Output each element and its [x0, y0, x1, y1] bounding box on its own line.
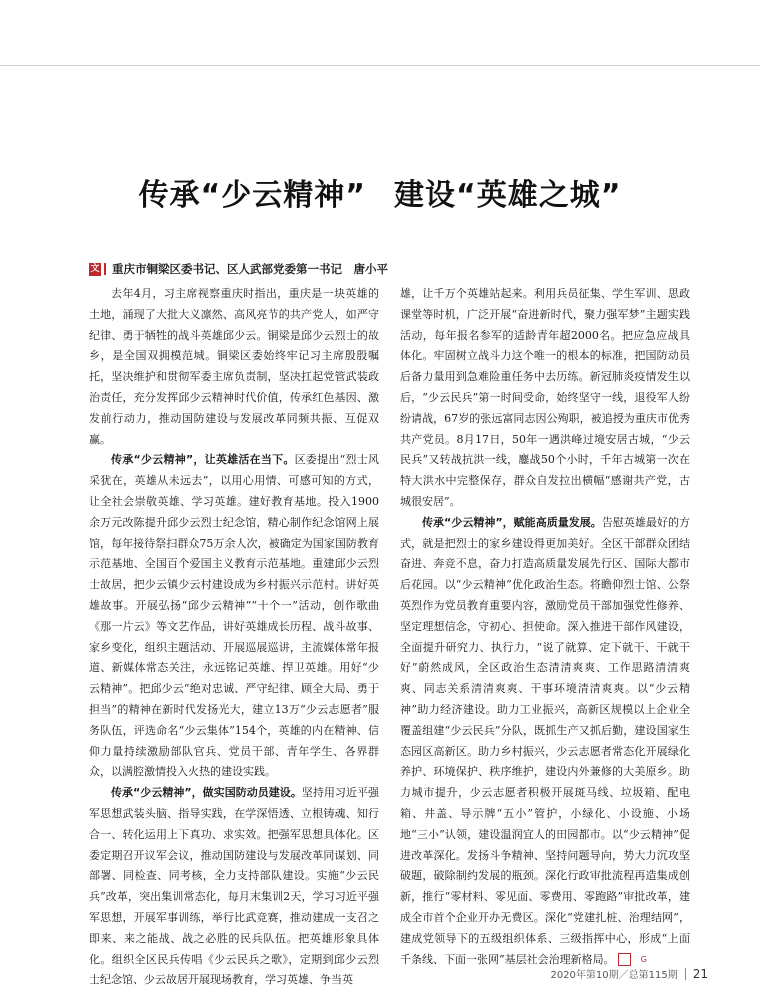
header-rule — [0, 65, 760, 66]
byline-tag: 文 — [90, 263, 100, 274]
left-column — [89, 284, 379, 991]
paragraph-body: 坚持用习近平强军思想武装头脑、指导实践，在学深悟透、立根铸魂、知行合一、转化运用上下真功、求实效。把强军思想具体化。区委定期召开议军会议，推动国防建设与发展改革同谋划、同部署、同检查、同考核，全力支持部队建设。实施“少云民兵”改革，突出集训常态化，每月末集训2天，学习习近平强军思想，开展军事训练，举行比武竞赛，推动建成一支召之即来、来之能战、战之必胜的民兵队伍。把英雄形象具体化。组织全区民兵传唱《少云民兵之歌》，定期到邱少云烈士纪念馆、少云故居开展现场教育，学习英雄、争当英 — [89, 786, 379, 987]
title-part-1: 传承“少云精神” — [138, 178, 366, 213]
issue-info: 2020年第10期／总第115期 — [550, 970, 678, 981]
paragraph-body: 区委提出“烈士风采犹在，英雄从未远去”，以用心用情、可感可知的方式，让全社会崇敬英雄、学习英雄。建好教育基地。投入1900余万元改陈提升邱少云烈士纪念馆，精心制作纪念馆网上展馆，每年接待祭扫群众75万余人次，被确定为国家国防教育示范基地、全国百个爱国主义教育示范基地。重建邱少云烈士故居，把少云镇少云村建设成为乡村振兴示范村。讲好英雄故事。开展弘扬“邱少云精神”“十个一”活动，创作歌曲《那一片云》等文艺作品，讲好英雄成长历程、战斗故事、家乡变化，组织主题活动、开展巡展巡讲，主流媒体常年报道、新媒体常态关注，永远铭记英雄、捍卫英雄。用好“少云精神”。把邱少云“绝对忠诚、严守纪律、顾全大局、勇于担当”的精神在新时代发扬光大，建立13万“少云志愿者”服务队伍，评选命名“少云集体”154个，英雄的内在精神、信仰力量持续激励部队官兵、党员干部、青年学生、各界群众，以满腔激情投入火热的建设实践。 — [89, 453, 380, 779]
article-title — [0, 170, 760, 214]
paragraph — [400, 513, 690, 971]
title-part-2: 建设“英雄之城” — [394, 178, 622, 213]
section-lead: 传承“少云精神”，做实国防动员建设。 — [111, 786, 302, 800]
page-number: 21 — [692, 966, 708, 981]
section-lead: 传承“少云精神”，让英雄活在当下。 — [111, 453, 295, 467]
end-mark-icon: G — [618, 953, 631, 966]
paragraph — [89, 783, 379, 991]
section-lead: 传承“少云精神”，赋能高质量发展。 — [422, 515, 602, 529]
paragraph-body: 告慰英雄最好的方式，就是把烈士的家乡建设得更加美好。全区干部群众团结奋进、奔竞不息，奋力打造高质量发展先行区、国际大都市后花园。以“少云精神”优化政治生态。将瞻仰烈士馆、公祭英烈作为党员教育重要内容，激励党员干部加强党性修养、坚定理想信念，守初心、担使命。深入推进干部作风建设，全面提升研究力、执行力，“说了就算、定下就干、干就干好”蔚然成风，全区政治生态清清爽爽、工作思路清清爽爽、同志关系清清爽爽、干事环境清清爽爽。以“少云精神”助力经济建设。助力工业振兴，高新区规模以上企业全覆盖组建“少云民兵”分队，既抓生产又抓后勤，建设国家生态园区高新区。助力乡村振兴，少云志愿者常态化开展绿化养护、环境保护、秩序维护，建设内外兼修的大美原乡。助力城市提升，少云志愿者积极开展斑马线、垃圾箱、配电箱、井盖、导示牌“五小”管护，小绿化、小设施、小场地“三小”认领，建设温润宜人的田园都市。以“少云精神”促进改革深化。发扬斗争精神、坚持问题导向，势大力沉攻坚破题，破除制约发展的瓶颈。深化行政审批流程再造集成创新，推行“零材料、零见面、零费用、零跑路”审批改革，建成全市首个企业开办无费区。深化“党建扎桩、治理结网”，建成党领导下的五级组织体系、三级指挥中心，形成“上面千条线、下面一张网”基层社会治理新格局。 — [400, 515, 690, 966]
right-column — [400, 284, 690, 970]
paragraph: 去年4月，习主席视察重庆时指出，重庆是一块英雄的土地，涌现了大批大义凛然、高风亮节的共产党人，如严守纪律、勇于牺牲的战斗英雄邱少云。铜梁是邱少云烈士的故乡，是全国双拥模范城。铜梁区委始终牢记习主席殷殷嘱托，坚决维护和贯彻军委主席负责制，坚决扛起党管武装政治责任，充分发挥邱少云精神时代价值，传承红色基因、激发前行动力，推动国防建设与发展改革同频共振、互促双赢。 — [89, 287, 379, 446]
paragraph — [89, 450, 379, 783]
byline-text: 重庆市铜梁区委书记、区人武部党委第一书记 唐小平 — [112, 262, 388, 276]
page-footer — [550, 966, 708, 981]
paragraph: 雄，让千万个英雄站起来。利用兵员征集、学生军训、思政课堂等时机，广泛开展“奋进新时代，聚力强军梦”主题实践活动，每年报名参军的适龄青年超2000名。把应急应战具体化。牢固树立战斗力这个唯一的根本的标准，把国防动员后备力量用到急难险重任务中去历练。新冠肺炎疫情发生以后，“少云民兵”第一时间受命，始终坚守一线，退役军人纷纷请战，67岁的张远富同志因公殉职，被追授为重庆市优秀共产党员。8月17日，50年一遇洪峰过境安居古城，“少云民兵”又转战抗洪一线，鏖战50个小时，千年古城第一次在特大洪水中完整保存，群众自发拉出横幅“感谢共产党，古城很安居”。 — [400, 287, 690, 508]
byline-bar — [104, 263, 106, 275]
footer-divider — [685, 968, 686, 980]
byline — [89, 261, 388, 277]
